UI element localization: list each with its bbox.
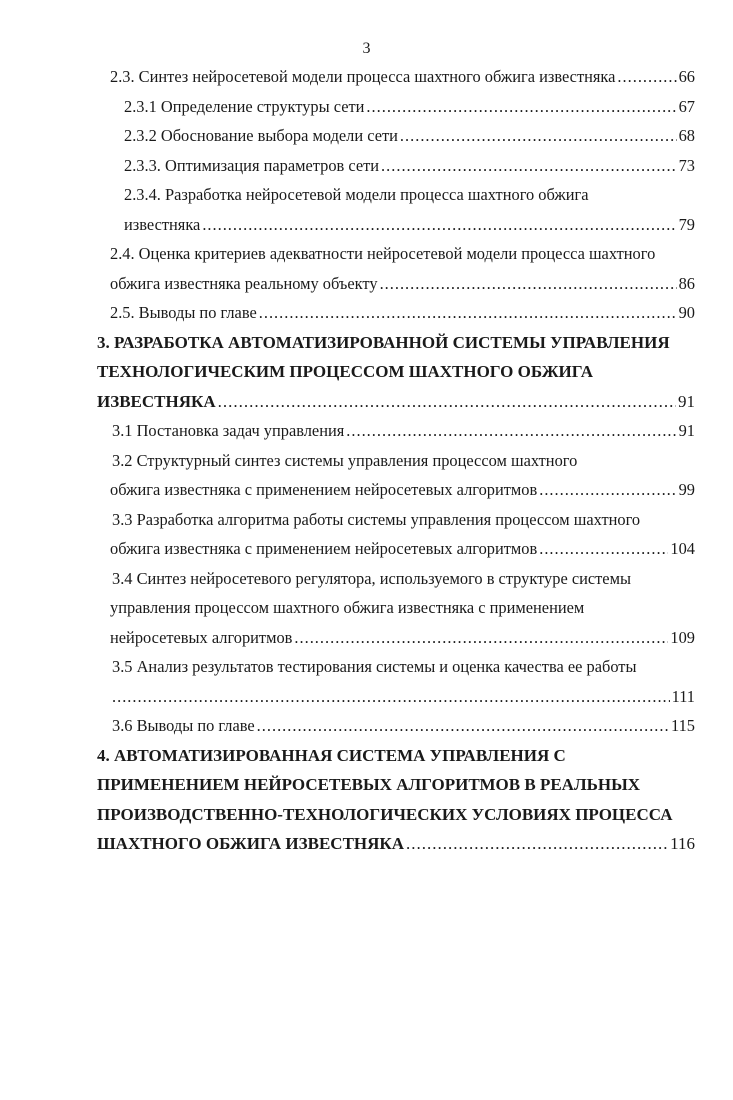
toc-entry-line [0,328,733,358]
toc-entry-title: обжига известняка с применением нейросетевых алгоритмов [110,539,538,558]
toc-entry-title: известняка [124,214,201,234]
toc-entry-2-3-2[interactable] [0,121,733,151]
dot-leader [400,121,677,151]
toc-entry-line [0,741,733,771]
toc-entry-title: ПРИМЕНЕНИЕМ НЕЙРОСЕТЕВЫХ АЛГОРИТМОВ В РЕАЛЬНЫХ [97,775,641,794]
toc-entry-3-2[interactable] [0,446,733,505]
toc-entry-2-5[interactable] [0,298,733,328]
toc-entry-last-line [0,92,733,122]
toc-entry-line [0,446,733,476]
toc-entry-line [0,593,733,623]
toc-entry-last-line [0,623,733,653]
toc-page-number: 73 [678,155,695,175]
dot-leader [406,829,668,859]
toc-entry-line [0,180,733,210]
toc-page-number: 66 [678,67,695,86]
toc-page-number: 109 [670,627,695,647]
toc-entry-title: 4. АВТОМАТИЗИРОВАННАЯ СИСТЕМА УПРАВЛЕНИЯ С [97,745,566,765]
dot-leader [259,298,677,328]
dot-leader [294,623,668,653]
toc-entry-2-3-1[interactable] [0,92,733,122]
toc-page-number: 91 [678,421,695,440]
toc-entry-line [0,357,733,387]
toc-entry-2-3-4[interactable] [0,180,733,239]
toc-entry-last-line [0,416,733,446]
toc-entry-title: 3.4 Синтез нейросетевого регулятора, используемого в структуре системы [112,568,631,588]
page-number: 3 [362,40,371,57]
dot-leader [257,711,669,741]
toc-entry-last-line [0,682,733,712]
toc-entry-3-5[interactable] [0,652,733,711]
toc-entry-title: 2.3.4. Разработка нейросетевой модели процесса шахтного обжига [124,185,589,204]
toc-entry-title: 2.3. Синтез нейросетевой модели процесса шахтного обжига известняка [110,67,616,86]
toc-entry-last-line [0,711,733,741]
dot-leader [346,416,676,446]
toc-entry-title: 3.5 Анализ результатов тестирования системы и оценка качества ее работы [112,657,637,676]
toc-page-number: 116 [670,834,695,853]
toc-entry-last-line [0,829,733,859]
dot-leader [380,269,677,299]
toc-entry-last-line [0,62,733,92]
toc-entry-last-line [0,387,733,417]
toc-entry-line [0,652,733,682]
toc-entry-title: ПРОИЗВОДСТВЕННО-ТЕХНОЛОГИЧЕСКИХ УСЛОВИЯХ ПРОЦЕССА [97,804,673,824]
toc-entry-3-4[interactable] [0,564,733,653]
toc-entry-ch3[interactable] [0,328,733,417]
dot-leader [112,682,670,712]
toc-page-number: 68 [678,126,695,145]
dot-leader [202,210,676,240]
toc-entry-line [0,564,733,594]
toc-entry-last-line [0,298,733,328]
toc-page-number: 90 [678,303,695,322]
toc-entry-2-3-3[interactable] [0,151,733,181]
dot-leader [218,387,676,417]
toc-entry-title: ШАХТНОГО ОБЖИГА ИЗВЕСТНЯКА [97,834,405,853]
toc-entry-title: управления процессом шахтного обжига известняка с применением [110,598,585,617]
toc-entry-title: 3.1 Постановка задач управления [112,421,345,440]
toc-page-number: 91 [678,391,695,411]
toc-entry-line [0,770,733,800]
dot-leader [539,475,676,505]
toc-entry-title: 3. РАЗРАБОТКА АВТОМАТИЗИРОВАННОЙ СИСТЕМЫ УПРАВЛЕНИЯ [97,332,670,352]
toc-entry-title: обжига известняка реальному объекту [110,273,378,293]
toc-entry-title: 2.3.2 Обоснование выбора модели сети [124,126,398,145]
toc-entry-line [0,505,733,535]
toc-page-number: 67 [678,96,695,116]
toc-page-number: 111 [671,686,695,706]
toc-entry-title: 3.3 Разработка алгоритма работы системы управления процессом шахтного [112,509,641,529]
toc-entry-title: нейросетевых алгоритмов [110,627,293,647]
table-of-contents [0,62,733,859]
toc-entry-last-line [0,151,733,181]
toc-entry-title: 2.3.3. Оптимизация параметров сети [124,155,380,175]
toc-entry-title: 2.5. Выводы по главе [110,303,257,322]
dot-leader [539,534,668,564]
toc-entry-title: ТЕХНОЛОГИЧЕСКИМ ПРОЦЕССОМ ШАХТНОГО ОБЖИГА [97,362,593,381]
toc-page-number: 86 [678,273,695,293]
toc-entry-title: 2.3.1 Определение структуры сети [124,96,365,116]
toc-entry-last-line [0,475,733,505]
toc-entry-2-4[interactable] [0,239,733,298]
toc-entry-line [0,800,733,830]
toc-entry-title: ИЗВЕСТНЯКА [97,391,216,411]
toc-entry-title: 3.2 Структурный синтез системы управления процессом шахтного [112,450,578,470]
toc-entry-3-6[interactable] [0,711,733,741]
toc-page-number: 115 [671,716,695,735]
toc-entry-2-3[interactable] [0,62,733,92]
toc-entry-title: 2.4. Оценка критериев адекватности нейросетевой модели процесса шахтного [110,244,656,263]
toc-entry-last-line [0,210,733,240]
toc-page-number: 79 [678,214,695,234]
dot-leader [366,92,676,122]
toc-page-number: 99 [678,480,695,499]
toc-entry-ch4[interactable] [0,741,733,859]
toc-entry-title: обжига известняка с применением нейросетевых алгоритмов [110,480,538,499]
dot-leader [617,62,676,92]
toc-page-number: 104 [670,539,695,558]
toc-entry-3-1[interactable] [0,416,733,446]
toc-entry-last-line [0,534,733,564]
toc-entry-last-line [0,121,733,151]
toc-entry-title: 3.6 Выводы по главе [112,716,255,735]
toc-entry-line [0,239,733,269]
toc-entry-last-line [0,269,733,299]
dot-leader [381,151,677,181]
toc-entry-3-3[interactable] [0,505,733,564]
